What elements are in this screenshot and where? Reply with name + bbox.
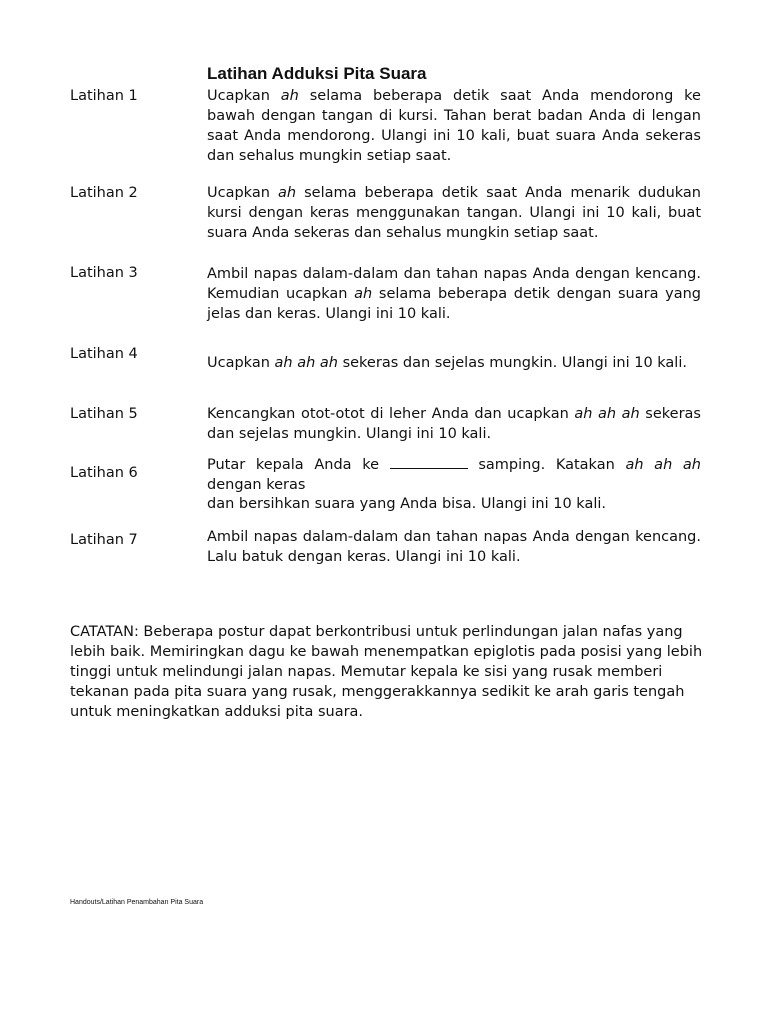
exercise-5-label: Latihan 5 bbox=[70, 406, 138, 422]
exercise-6-label: Latihan 6 bbox=[70, 465, 138, 481]
exercise-4-text bbox=[207, 353, 701, 373]
exercise-7-label: Latihan 7 bbox=[70, 532, 138, 548]
footer-path: Handouts/Latihan Penambahan Pita Suara bbox=[70, 899, 204, 906]
page-title: Latihan Adduksi Pita Suara bbox=[207, 64, 427, 83]
exercise-3-emphasis: ah bbox=[354, 286, 373, 302]
exercise-3-label: Latihan 3 bbox=[70, 265, 138, 281]
exercise-6-emphasis: ah ah ah bbox=[625, 457, 702, 473]
exercise-6-text-line2: dan bersihkan suara yang Anda bisa. Ulangi ini 10 kali. bbox=[207, 496, 606, 512]
fill-in-blank bbox=[390, 456, 468, 469]
exercise-5-emphasis: ah ah ah bbox=[574, 406, 640, 422]
exercise-4-text-part1: Ucapkan bbox=[207, 355, 275, 371]
exercise-4-emphasis: ah ah ah bbox=[274, 355, 338, 371]
exercise-7-text: Ambil napas dalam-dalam dan tahan napas Anda dengan kencang. Lalu batuk dengan keras. Ulangi ini 10 kali. bbox=[207, 529, 701, 565]
exercise-6-text-part1: Putar kepala Anda ke bbox=[207, 457, 390, 473]
exercise-5-text-part1: Kencangkan otot-otot di leher Anda dan ucapkan bbox=[207, 406, 575, 422]
exercise-3-text-part1: Ambil napas dalam-dalam dan tahan napas Anda dengan kencang. Kemudian ucapkan bbox=[207, 266, 701, 302]
exercise-2-label: Latihan 2 bbox=[70, 185, 138, 201]
exercise-2-text-part2: selama beberapa detik saat Anda menarik dudukan kursi dengan keras menggunakan tangan. Ulangi ini 10 kali, buat suara Anda sekeras dan sehalus mungkin setiap saat. bbox=[207, 185, 701, 241]
exercise-2-text-part1: Ucapkan bbox=[207, 185, 278, 201]
exercise-2-text bbox=[207, 183, 701, 243]
exercise-3-text-part2: selama beberapa detik dengan suara yang jelas dan keras. Ulangi ini 10 kali. bbox=[207, 286, 701, 322]
exercise-1-text-part1: Ucapkan bbox=[207, 88, 281, 104]
exercise-6-text-part1b: samping. Katakan bbox=[467, 457, 626, 473]
exercise-4-text-part2: sekeras dan sejelas mungkin. Ulangi ini 10 kali. bbox=[337, 355, 687, 371]
exercise-1-label: Latihan 1 bbox=[70, 88, 138, 104]
exercise-4-label: Latihan 4 bbox=[70, 346, 138, 362]
exercise-6-text bbox=[207, 455, 701, 495]
exercise-5-text bbox=[207, 404, 701, 444]
note-paragraph: CATATAN: Beberapa postur dapat berkontribusi untuk perlindungan jalan nafas yang lebih baik. Memiringkan dagu ke bawah menempatkan epiglotis pada posisi yang lebih tinggi untuk melindungi jalan napas. Memutar kepala ke sisi yang rusak memberi tekanan pada pita suara yang rusak, menggerakkannya sedikit ke arah garis tengah untuk meningkatkan adduksi pita suara. bbox=[70, 624, 703, 720]
exercise-1-emphasis: ah bbox=[280, 88, 299, 104]
exercise-3-text bbox=[207, 264, 701, 324]
exercise-5-text-part2: sekeras dan sejelas mungkin. Ulangi ini 10 kali. bbox=[207, 406, 701, 442]
exercise-1-text-part2: selama beberapa detik saat Anda mendorong ke bawah dengan tangan di kursi. Tahan berat badan Anda di lengan saat Anda mendorong. Ulangi ini 10 kali, buat suara Anda sekeras dan sehalus mungkin setiap saat. bbox=[207, 88, 701, 164]
exercise-6-text-part2: dengan keras bbox=[207, 477, 306, 493]
exercise-1-text bbox=[207, 86, 701, 166]
exercise-2-emphasis: ah bbox=[277, 185, 297, 201]
